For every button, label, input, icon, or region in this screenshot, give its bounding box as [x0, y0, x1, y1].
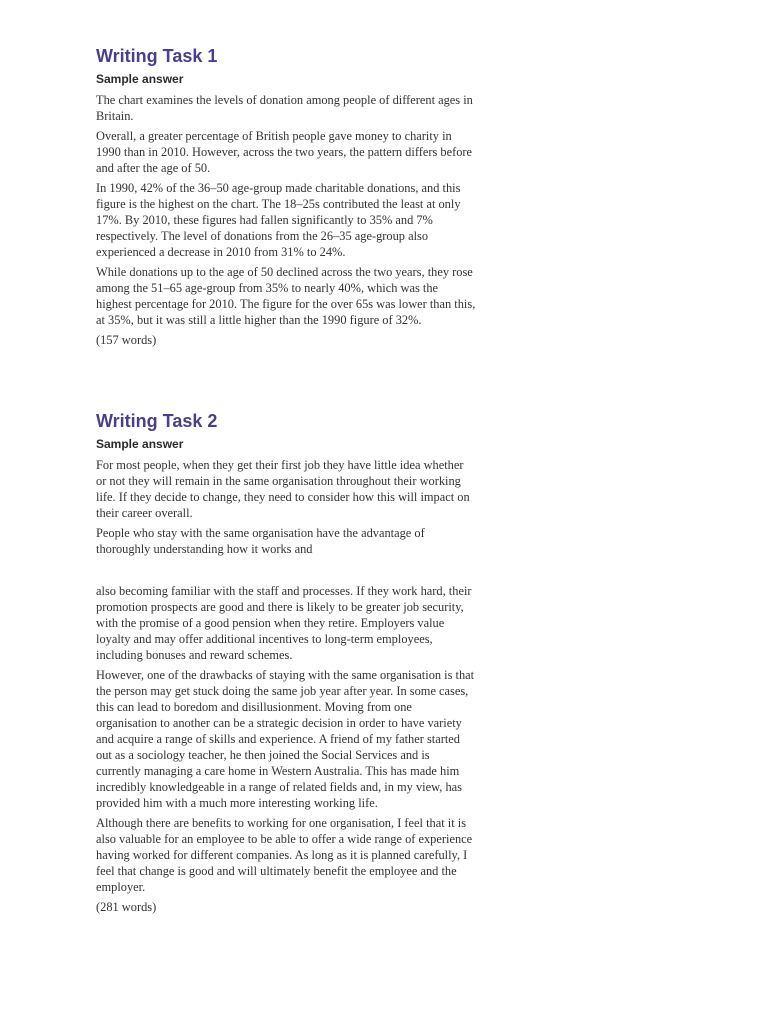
- task-2-paragraph-2: People who stay with the same organisation have the advantage of thoroughly understanding how it works and: [96, 526, 425, 556]
- task-2-paragraph-3: also becoming familiar with the staff and processes. If they work hard, their promotion prospects are good and there is likely to be greater job security, with the promise of a good pension when they retire. Employers value loyalty and may offer additional incentives to long-term employees, including bonuses and reward schemes.: [96, 584, 472, 662]
- task-2-paragraph-4: However, one of the drawbacks of staying with the same organisation is that the person may get stuck doing the same job year after year. In some cases, this can lead to boredom and disillusionment. Moving from one organisation to another can be a strategic decision in order to have variety and acquire a range of skills and experience. A friend of my father started out as a sociology teacher, he then joined the Social Services and is currently managing a care home in Western Australia. This has made him incredibly knowledgeable in a range of related fields and, in my view, has provided him with a much more interesting working life.: [96, 668, 475, 810]
- writing-task-1-section: [96, 45, 476, 348]
- task-2-word-count: (281 words): [96, 900, 157, 914]
- task-1-paragraph-4: While donations up to the age of 50 declined across the two years, they rose among the 51–65 age-group from 35% to nearly 40%, which was the highest percentage for 2010. The figure for the over 65s was lower than this, at 35%, but it was still a little higher than the 1990 figure of 32%.: [96, 265, 476, 327]
- task-2-sample-label: Sample answer: [96, 437, 184, 451]
- task-2-heading: Writing Task 2: [96, 411, 218, 431]
- task-2-paragraph-5: Although there are benefits to working for one organisation, I feel that it is also valuable for an employee to be able to offer a wide range of experience having worked for different companies. As long as it is planned carefully, I feel that change is good and will ultimately benefit the employee and the employer.: [96, 816, 473, 894]
- task-1-paragraph-1: The chart examines the levels of donation among people of different ages in Britain.: [96, 93, 473, 123]
- task-1-heading: Writing Task 1: [96, 46, 218, 66]
- writing-task-2-section: [96, 410, 476, 561]
- task-1-word-count: (157 words): [96, 333, 157, 347]
- task-1-sample-label: Sample answer: [96, 72, 184, 86]
- writing-task-2-continued: [96, 583, 476, 915]
- task-1-paragraph-2: Overall, a greater percentage of British people gave money to charity in 1990 than in 2010. However, across the two years, the pattern differs before and after the age of 50.: [96, 129, 473, 175]
- task-2-paragraph-1: For most people, when they get their first job they have little idea whether or not they will remain in the same organisation throughout their working life. If they decide to change, they need to consider how this will impact on their career overall.: [96, 458, 470, 520]
- task-1-paragraph-3: In 1990, 42% of the 36–50 age-group made charitable donations, and this figure is the highest on the chart. The 18–25s contributed the least at only 17%. By 2010, these figures had fallen significantly to 35% and 7% respectively. The level of donations from the 26–35 age-group also experienced a decrease in 2010 from 31% to 24%.: [96, 181, 461, 259]
